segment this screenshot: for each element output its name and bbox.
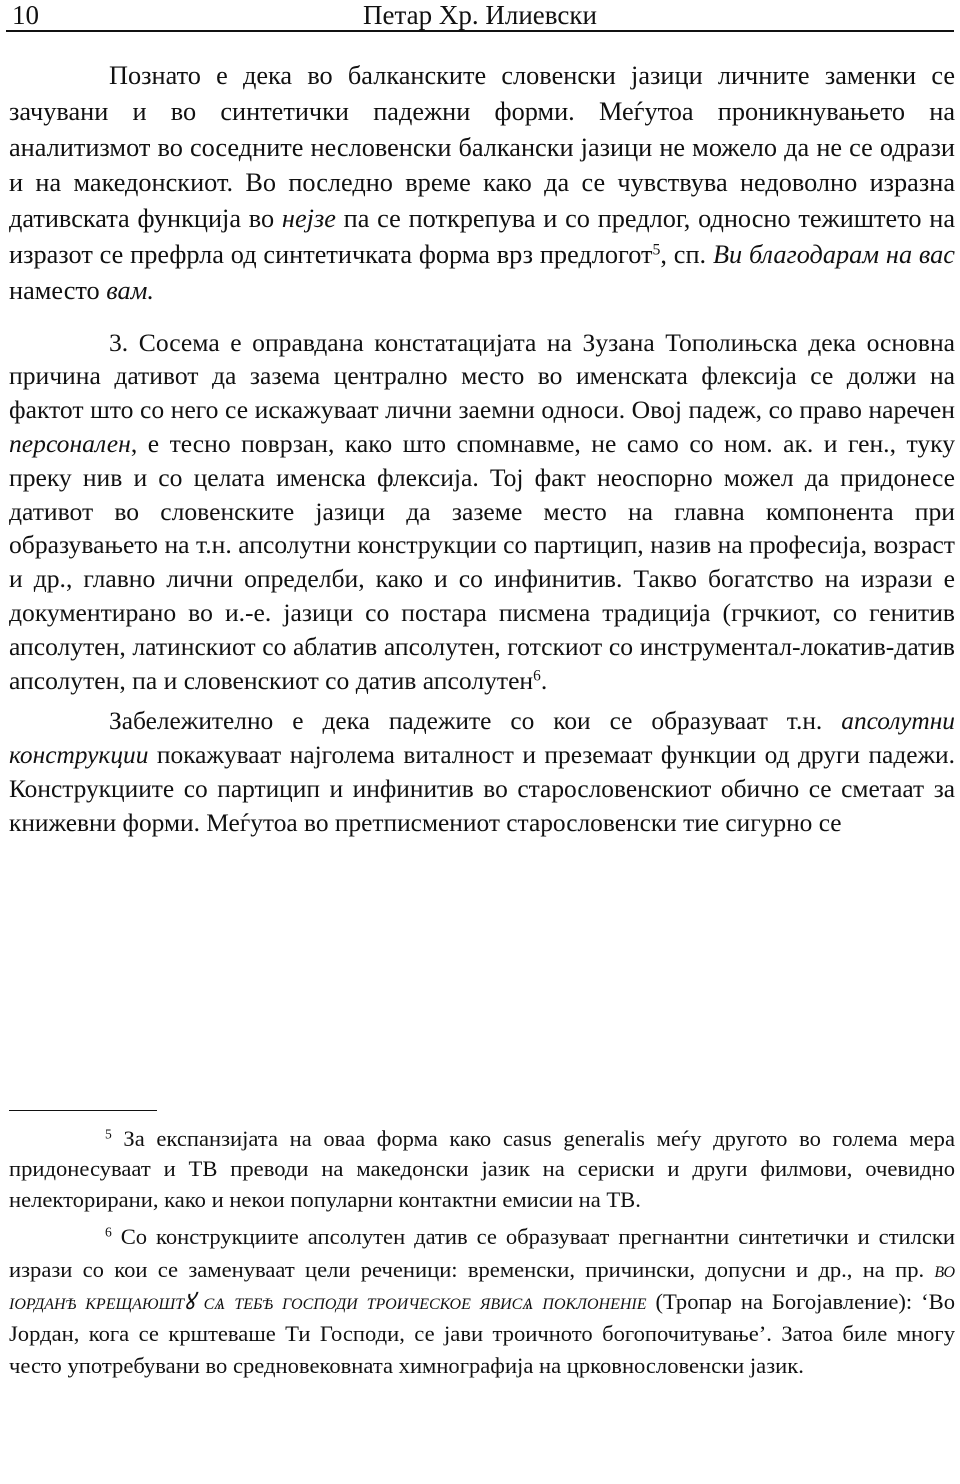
footnote-text: Со конструкциите апсолутен датив се образуваат прегнантни синтетички и стилски изрази со кои се заменуваат цели реченици: временски, причински, допусни и др., на пр.: [9, 1224, 955, 1282]
text-run: , сп.: [660, 239, 713, 269]
italic-term: персонален: [9, 428, 131, 458]
footnote-number: 6: [105, 1224, 112, 1240]
footnote-5: [9, 1124, 955, 1215]
italic-term: нејзе: [281, 204, 336, 234]
text-run: Познато е дека во балканските словенски јазици личните заменки се зачувани и во синтетички падежни форми. Меѓутоа проникнувањето на аналитизмот во соседните несловенски балкански јазици не можело да не се одрази и на македонскиот. Во последно време како да се чувствува недоволно изразна дативската функција во: [9, 61, 955, 234]
text-run: покажуваат најголема виталност и преземаат функции од други падежи. Конструкциите со партицип и инфинитив во старословенскиот обично се сметаат за книжевни форми. Меѓутоа во претписмениот старословенски тие сигурно се: [9, 741, 955, 837]
text-run: 3. Сосема е оправдана констатацијата на Зузана Тополињска дека основна причина дативот да зазема централно место во именската флексија се должи на фактот што со него се искажуваат лични заемни односи. Овој падеж, со право наречен: [9, 327, 955, 425]
church-slavonic-quote: во іорданѣ крещаюштꙋ сѧ тебѣ господи троическое явисѧ поклоненіе: [9, 1256, 955, 1314]
italic-term: апсолутни конструкции: [9, 707, 955, 770]
running-title: Петар Хр. Илиевски: [363, 0, 597, 30]
text-run: .: [540, 665, 548, 695]
footnote-text: За експанзијата на оваа форма како casus generalis меѓу другото во голема мера придонесуваат и ТВ преводи на македонски јазик на сериски и други филмови, очевидно нелекторирани, како и некои популарни контактни емисии на ТВ.: [9, 1126, 955, 1212]
page-header: [6, 0, 954, 32]
footnote-ref-6[interactable]: 6: [533, 667, 541, 685]
body-text: [9, 58, 955, 841]
page-number: 10: [12, 0, 39, 30]
text-run: па се поткрепува и со предлог, односно тежиштето на изразот се префрла од синтетичката форма врз предлогот: [9, 204, 955, 269]
footnote-separator: [9, 1110, 157, 1111]
footnote-text: (Тропар на Богојавление): ‘Во Јордан, кога се крштеваше Ти Господи, се јави троичното богопочитување’. Затоа биле многу често употребувани во средновековната химнографија на црковнословенски јазик.: [9, 1288, 955, 1379]
footnotes: [9, 1124, 955, 1383]
paragraph-3: [9, 705, 955, 840]
text-run: наместо: [9, 275, 107, 305]
text-run: , е тесно поврзан, како што спомнавме, не само со ном. ак. и ген., туку преку нив и со целата именска флексија. Тој факт неоспорно можел да придонесе дативот во словенските јазици да заземе место на главна компонента при образувањето на т.н. апсолутни конструкции со партицип, назив на професија, возраст и др., главно лични определби, како и со инфинитив. Такво богатство на изрази е документирано во и.-е. јазици со постара писмена традиција (грчкиот, со генитив апсолутен, латинскиот со аблатив апсолутен, готскиот со инструментал-локатив-датив апсолутен, па и словенскиот со датив апсолутен: [9, 428, 955, 695]
italic-example: Ви благодарам на вас: [712, 239, 955, 269]
text-run: Забележително е дека падежите со кои се образуваат т.н.: [109, 707, 842, 736]
paragraph-2: [9, 326, 955, 698]
footnote-ref-5[interactable]: 5: [652, 241, 661, 259]
paragraph-1: [9, 58, 955, 309]
footnote-6: [9, 1221, 955, 1382]
italic-example: вам.: [106, 275, 155, 305]
footnote-number: 5: [105, 1126, 112, 1142]
